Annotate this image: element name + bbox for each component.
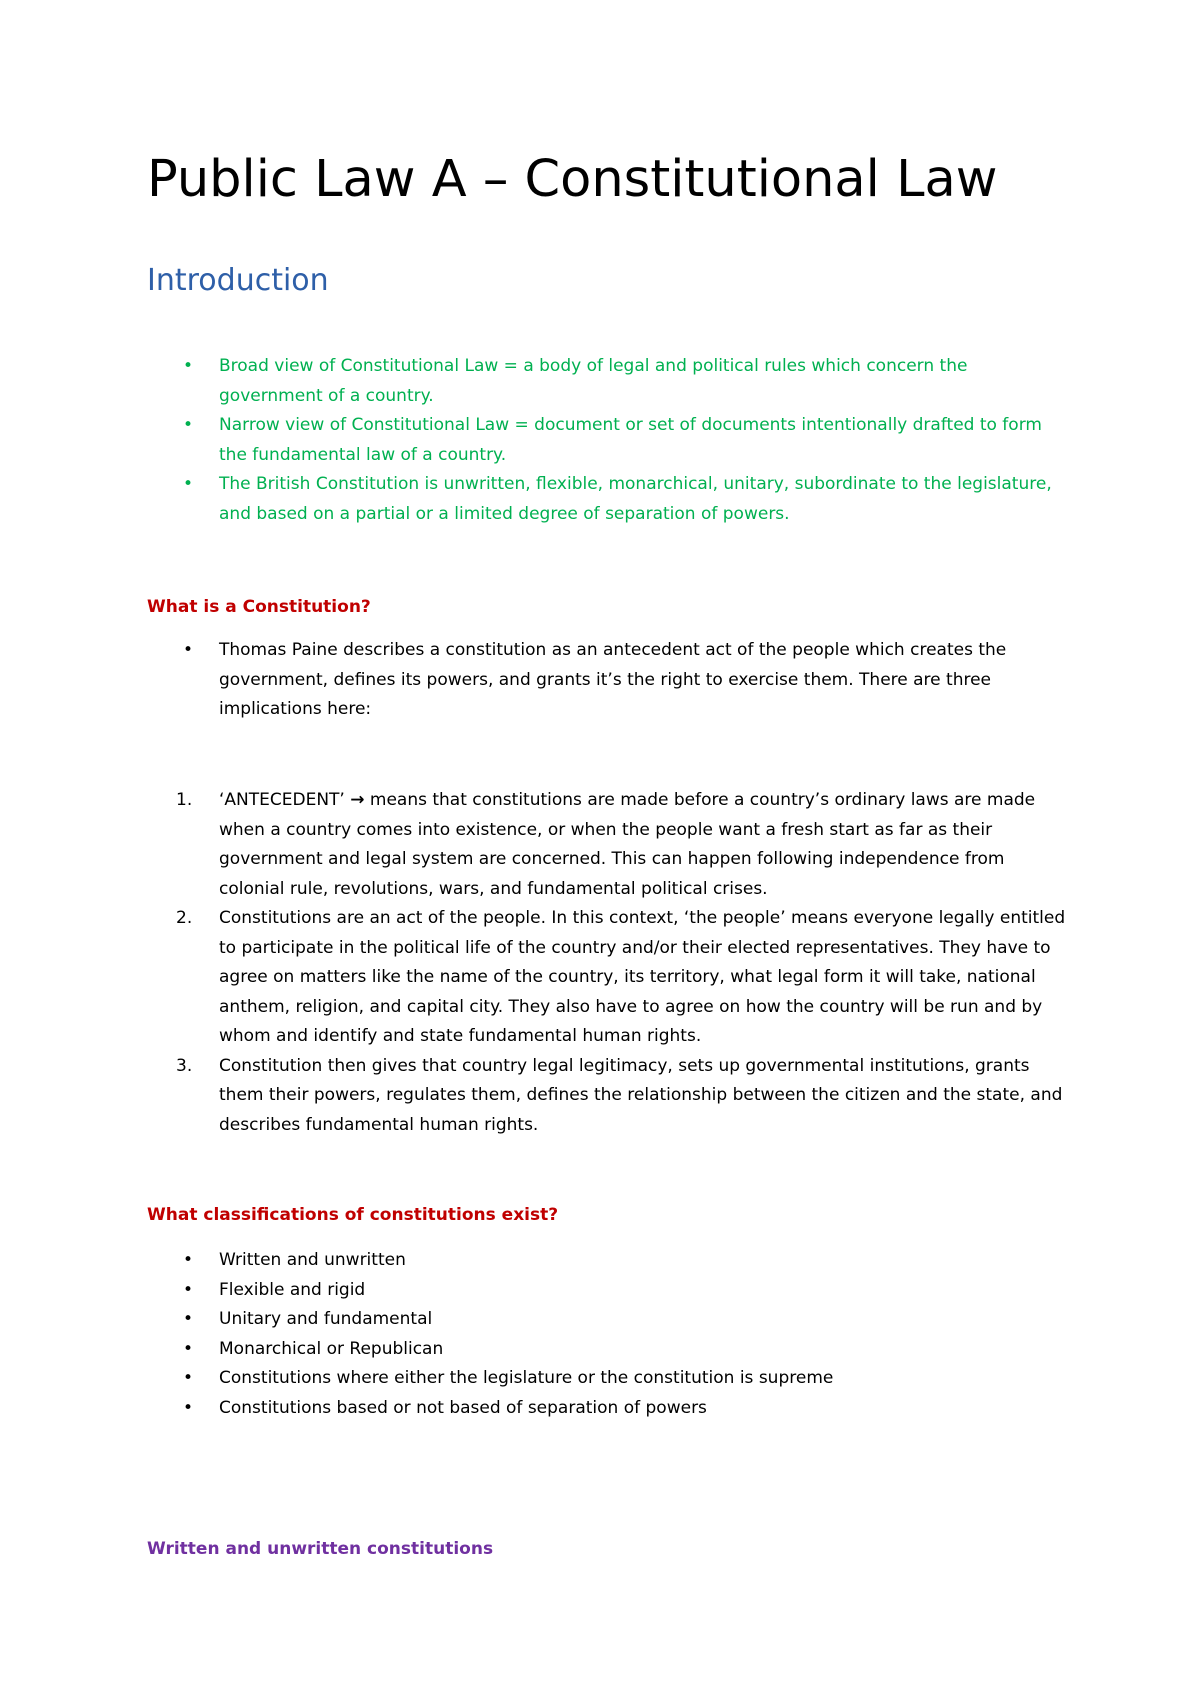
list-item-text: Thomas Paine describes a constitution as an antecedent act of the people which creates the government, defines its powers, and grants it’s the right to exercise them. There are three implications here: (219, 640, 1007, 719)
bullet-icon: • (183, 1397, 194, 1418)
list-item-text: Unitary and fundamental (219, 1309, 433, 1329)
item-number: 1. (176, 790, 193, 810)
item-text: means that constitutions are made before a country’s ordinary laws are made when a country comes into existence, or when the people want a fresh start as far as their government and legal system are concerned. This can happen following independence from colonial rule, revolutions, wars, and fundamental political crises. (219, 790, 1036, 899)
list-item-text: Monarchical or Republican (219, 1338, 444, 1359)
list-item (147, 1305, 1067, 1335)
item-text: Constitutions are an act of the people. In this context, ‘the people’ means everyone legally entitled to participate in the political life of the country and/or their elected representatives. They have to agree on matters like the name of the country, its territory, what legal form it will take, national anthem, religion, and capital city. They also have to agree on how the country will be run and by whom and identify and state fundamental human rights. (219, 908, 1066, 1046)
list-item-text: Broad view of Constitutional Law = a body of legal and political rules which concern the government of a country. (219, 356, 968, 406)
bullet-icon: • (183, 1309, 194, 1329)
list-item-text: Narrow view of Constitutional Law = document or set of documents intentionally drafted to form the fundamental law of a country. (219, 415, 1042, 465)
item-number: 2. (176, 908, 193, 928)
list-item (147, 470, 1067, 529)
list-item-text: Constitutions where either the legislature or the constitution is supreme (219, 1368, 834, 1388)
item-text: Constitution then gives that country legal legitimacy, sets up governmental institutions, grants them their powers, regulates them, defines the relationship between the citizen and the state, and describes fundamental human rights. (219, 1055, 1063, 1135)
what-is-bullet-list (147, 636, 1067, 725)
numbered-item (147, 1052, 1067, 1141)
list-item (147, 352, 1067, 411)
implications-numbered-list (147, 786, 1067, 1140)
list-item (147, 1276, 1067, 1306)
item-number: 3. (176, 1055, 193, 1076)
list-item (147, 1246, 1067, 1276)
list-item (147, 411, 1067, 470)
item-lead: ‘ANTECEDENT’ (219, 790, 345, 810)
introduction-heading: Introduction (147, 263, 329, 298)
introduction-list (147, 352, 1067, 529)
bullet-icon: • (183, 356, 194, 376)
list-item-text: The British Constitution is unwritten, flexible, monarchical, unitary, subordinate to the legislature, and based on a partial or a limited degree of separation of powers. (219, 474, 1052, 524)
written-unwritten-heading: Written and unwritten constitutions (147, 1539, 494, 1559)
list-item (147, 1364, 1067, 1394)
classifications-list (147, 1246, 1067, 1423)
list-item-text: Written and unwritten (219, 1250, 406, 1270)
bullet-icon: • (183, 1250, 194, 1270)
bullet-icon: • (183, 415, 194, 435)
bullet-icon: • (183, 1338, 194, 1359)
arrow-right-icon: → (350, 790, 365, 810)
list-item-text: Constitutions based or not based of separation of powers (219, 1397, 707, 1418)
bullet-icon: • (183, 1368, 194, 1388)
bullet-icon: • (183, 640, 194, 660)
classifications-heading: What classifications of constitutions exist? (147, 1205, 559, 1225)
list-item (147, 1335, 1067, 1365)
what-is-constitution-heading: What is a Constitution? (147, 597, 371, 617)
bullet-icon: • (183, 474, 194, 494)
list-item (147, 636, 1067, 725)
numbered-item (147, 786, 1067, 904)
numbered-item (147, 904, 1067, 1052)
list-item (147, 1394, 1067, 1424)
list-item-text: Flexible and rigid (219, 1279, 366, 1300)
document-title: Public Law A – Constitutional Law (147, 150, 998, 209)
bullet-icon: • (183, 1279, 194, 1300)
